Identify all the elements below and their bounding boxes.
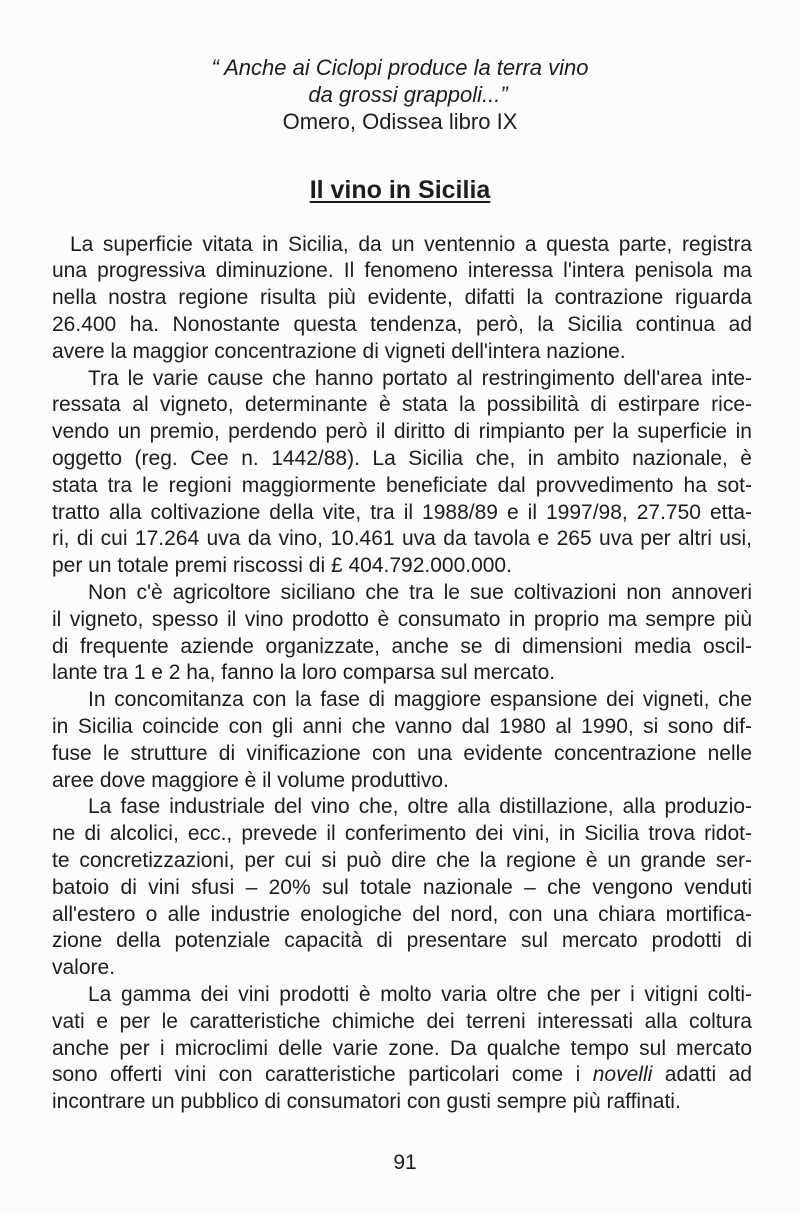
text-line: aree dove maggiore è il volume produttivo. — [52, 768, 449, 792]
text-line: incontrare un pubblico di consumatori con gusti sempre più raffinati. — [52, 1090, 681, 1114]
text-line: fuse le strutture di vinificazione con una evidente concentrazione nelle — [52, 741, 752, 765]
epigraph-attribution: Omero, Odissea libro IX — [282, 109, 518, 134]
text-line: 26.400 ha. Nonostante questa tendenza, però, la Sicilia continua ad — [52, 312, 752, 336]
text-line: vendo un premio, perdendo però il diritto di rimpianto per la superficie in — [52, 420, 752, 444]
text-line: te concretizzazioni, per cui si può dire che la regione è un grande ser- — [52, 848, 752, 872]
paragraph — [52, 794, 752, 982]
paragraph — [52, 687, 752, 794]
text-line: nella nostra regione risulta più evidente, difatti la contrazione riguarda — [52, 286, 752, 310]
text-line: lante tra 1 e 2 ha, fanno la loro comparsa sul mercato. — [52, 661, 556, 685]
section-title-text: Il vino in Sicilia — [309, 176, 491, 204]
text-line: Tra le varie cause che hanno portato al restringimento dell'area inte- — [88, 366, 752, 390]
paragraph — [52, 580, 752, 687]
text-line: una progressiva diminuzione. Il fenomeno interessa l'intera penisola ma — [52, 259, 752, 283]
text-line — [52, 1062, 752, 1089]
page-number: 91 — [393, 1151, 417, 1174]
text-segment: sono offerti vini con caratteristiche particolari come i — [52, 1063, 593, 1087]
text-line: avere la maggior concentrazione di vigneti dell'intera nazione. — [52, 339, 626, 363]
text-line: per un totale premi riscossi di £ 404.792.000.000. — [52, 554, 512, 578]
text-segment: adatti ad — [652, 1063, 752, 1087]
emphasis-text: novelli — [592, 1063, 653, 1087]
text-line: ne di alcolici, ecc., prevede il conferimento dei vini, in Sicilia trova ridot- — [52, 822, 752, 846]
text-line: batoio di vini sfusi – 20% sul totale nazionale – che vengono venduti — [52, 875, 752, 899]
text-line: oggetto (reg. Cee n. 1442/88). La Sicilia che, in ambito nazionale, è — [52, 446, 752, 470]
paragraph — [52, 982, 752, 1116]
text-line: ressata al vigneto, determinante è stata la possibilità di estirpare rice- — [52, 393, 752, 417]
epigraph — [0, 54, 800, 135]
text-line: La superficie vitata in Sicilia, da un ventennio a questa parte, registra — [70, 232, 752, 256]
text-line: valore. — [52, 956, 116, 980]
text-line: stata tra le regioni maggiormente beneficiate dal provvedimento ha sot- — [52, 473, 752, 497]
text-line: il vigneto, spesso il vino prodotto è consumato in proprio ma sempre più — [52, 607, 752, 631]
epigraph-line: da grossi grappoli...” — [308, 82, 508, 107]
text-line: vati e per le caratteristiche chimiche dei terreni interessati alla coltura — [52, 1009, 752, 1033]
text-line: all'estero o alle industrie enologiche del nord, con una chiara mortifica- — [52, 902, 752, 926]
text-line: In concomitanza con la fase di maggiore espansione dei vigneti, che — [88, 688, 752, 712]
text-line: La fase industriale del vino che, oltre alla distillazione, alla produzio- — [88, 795, 752, 819]
text-line: tratto alla coltivazione della vite, tra il 1988/89 e il 1997/98, 27.750 etta- — [52, 500, 752, 524]
paragraph — [52, 366, 752, 580]
text-line: anche per i microclimi delle varie zone. Da qualche tempo sul mercato — [52, 1036, 752, 1060]
text-line: di frequente aziende organizzate, anche se di dimensioni media oscil- — [52, 634, 752, 658]
text-line: ri, di cui 17.264 uva da vino, 10.461 uva da tavola e 265 uva per altri usi, — [52, 527, 752, 551]
body-text — [52, 232, 752, 1116]
text-line: in Sicilia coincide con gli anni che vanno dal 1980 al 1990, si sono dif- — [52, 714, 752, 738]
epigraph-line: “ Anche ai Ciclopi produce la terra vino — [211, 55, 589, 80]
text-line: La gamma dei vini prodotti è molto varia oltre che per i vitigni colti- — [88, 982, 752, 1006]
text-line: zione della potenziale capacità di presentare sul mercato prodotti di — [52, 929, 752, 953]
paragraph — [52, 232, 752, 366]
text-line: Non c'è agricoltore siciliano che tra le sue coltivazioni non annoveri — [88, 580, 752, 604]
section-title — [0, 175, 800, 205]
